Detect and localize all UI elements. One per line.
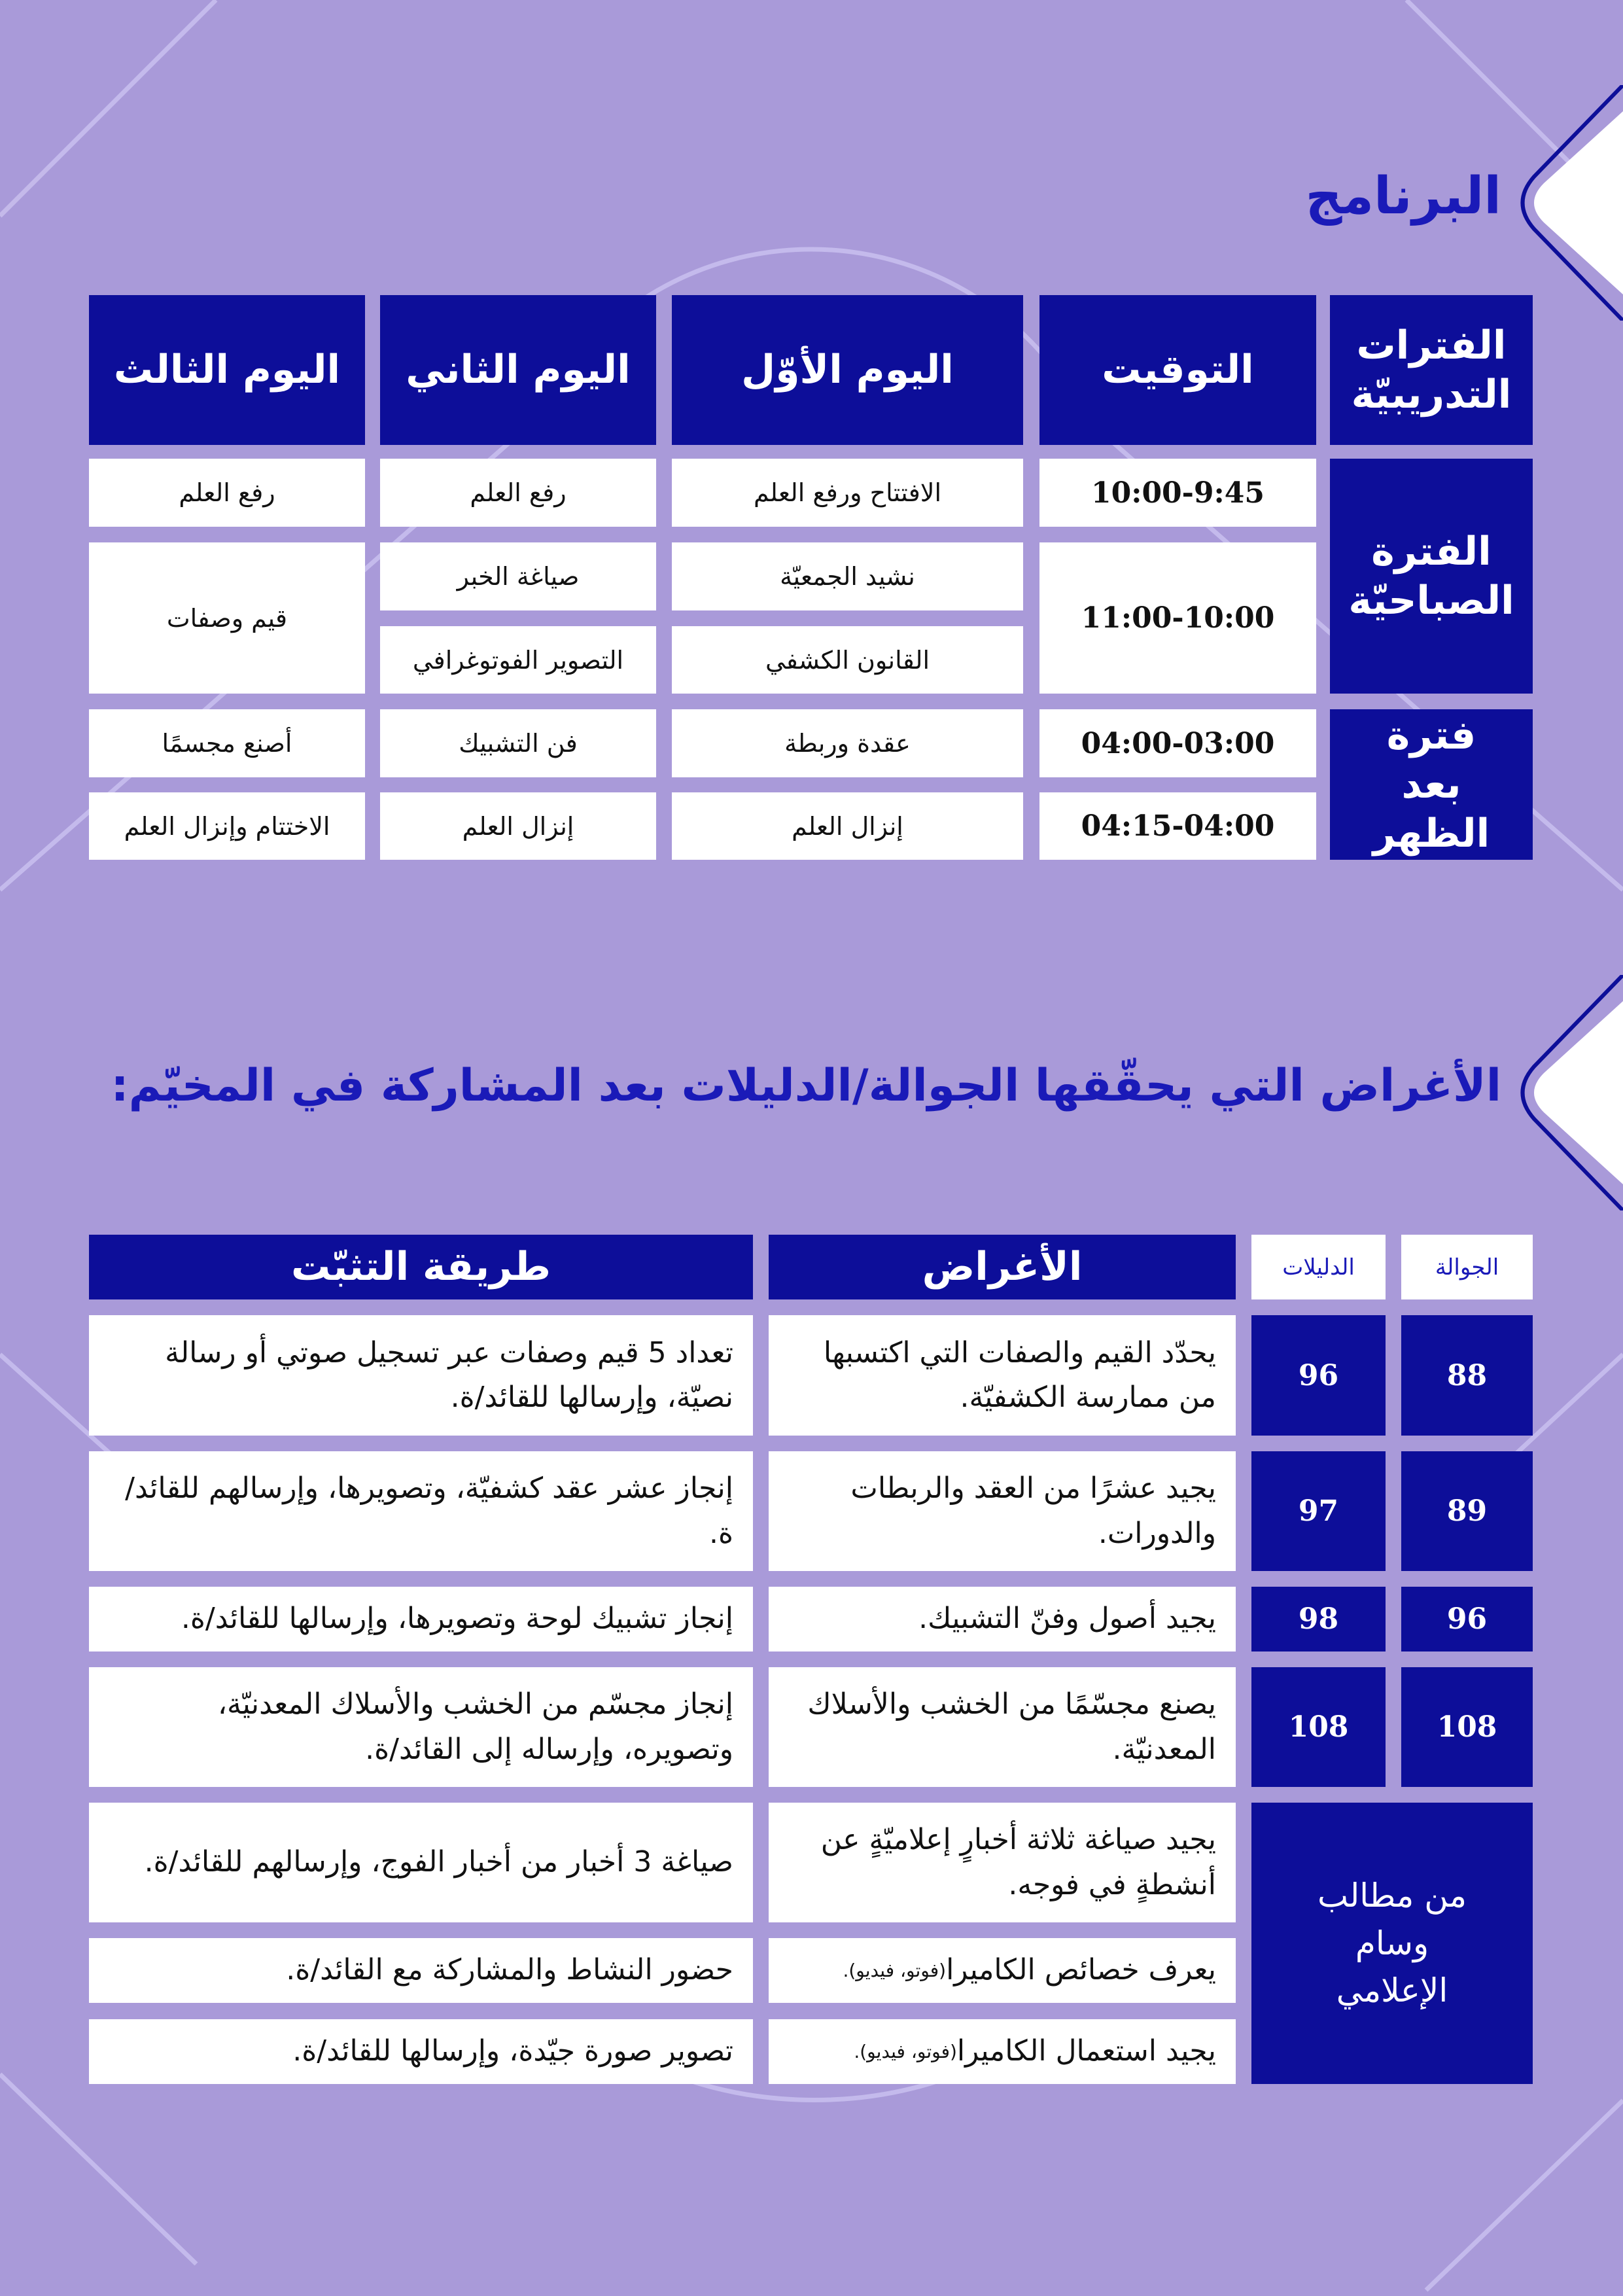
media-row3-objective	[769, 2019, 1236, 2084]
row1-method: تعداد 5 قيم وصفات عبر تسجيل صوتي أو رسالة نصيّة، وإرسالها للقائد/ة.	[89, 1315, 753, 1436]
section-marker-icon	[1505, 85, 1623, 321]
row4-method: إنجاز مجسّم من الخشب والأسلاك المعدنيّة، وتصويره، وإرساله إلى القائد/ة.	[89, 1667, 753, 1787]
header-day1: اليوم الأوّل	[672, 295, 1023, 445]
morning-day1-1: الافتتاح ورفع العلم	[672, 459, 1023, 527]
section-marker-icon	[1505, 975, 1623, 1210]
morning-day2-2: صياغة الخبر	[380, 542, 656, 610]
morning-day3-1: رفع العلم	[89, 459, 365, 527]
header-periods: الفترات التدريبيّة	[1330, 295, 1533, 445]
morning-time-1: 10:00-9:45	[1039, 459, 1316, 527]
media-badge-label: من مطالب وسام الإعلامي	[1251, 1803, 1533, 2084]
afternoon-day1-2: إنزال العلم	[672, 792, 1023, 860]
row3-rovers: 96	[1401, 1587, 1533, 1651]
media-row1-method: صياغة 3 أخبار من أخبار الفوج، وإرسالهم للقائد/ة.	[89, 1803, 753, 1922]
header-rovers: الجوالة	[1401, 1235, 1533, 1299]
morning-time-2: 11:00-10:00	[1039, 542, 1316, 694]
afternoon-day1-1: عقدة وربطة	[672, 709, 1023, 777]
media-row2-objective-text: يعرف خصائص الكاميرا	[946, 1953, 1216, 1987]
afternoon-time-2: 04:15-04:00	[1039, 792, 1316, 860]
morning-day1-2: نشيد الجمعيّة	[672, 542, 1023, 610]
row2-guides: 97	[1251, 1451, 1386, 1571]
row2-objective: يجيد عشرًا من العقد والربطات والدورات.	[769, 1451, 1236, 1571]
row1-guides: 96	[1251, 1315, 1386, 1436]
program-title: البرنامج	[1305, 167, 1501, 226]
header-objective: الأغراض	[769, 1235, 1236, 1299]
row3-method: إنجاز تشبيك لوحة وتصويرها، وإرسالها للقائد/ة.	[89, 1587, 753, 1651]
header-day3: اليوم الثالث	[89, 295, 365, 445]
afternoon-day2-2: إنزال العلم	[380, 792, 656, 860]
row3-guides: 98	[1251, 1587, 1386, 1651]
media-row1-objective: يجيد صياغة ثلاثة أخبارٍ إعلاميّةٍ عن أنشطةٍ في فوجه.	[769, 1803, 1236, 1922]
row4-guides: 108	[1251, 1667, 1386, 1787]
media-row3-objective-note: (فوتو، فيديو).	[854, 2040, 957, 2062]
header-day2: اليوم الثاني	[380, 295, 656, 445]
row4-rovers: 108	[1401, 1667, 1533, 1787]
media-row3-objective-text: يجيد استعمال الكاميرا	[956, 2034, 1216, 2068]
morning-day2-1: رفع العلم	[380, 459, 656, 527]
objectives-title: الأغراض التي يحقّقها الجوالة/الدليلات بعد المشاركة في المخيّم:	[111, 1060, 1501, 1112]
morning-day3-2: قيم وصفات	[89, 542, 365, 694]
morning-day1-3: القانون الكشفي	[672, 626, 1023, 694]
header-guides: الدليلات	[1251, 1235, 1386, 1299]
row1-rovers: 88	[1401, 1315, 1533, 1436]
row1-objective: يحدّد القيم والصفات التي اكتسبها من ممارسة الكشفيّة.	[769, 1315, 1236, 1436]
row2-method: إنجاز عشر عقد كشفيّة، وتصويرها، وإرسالهم للقائد/ة.	[89, 1451, 753, 1571]
row4-objective: يصنع مجسّمًا من الخشب والأسلاك المعدنيّة.	[769, 1667, 1236, 1787]
media-row2-method: حضور النشاط والمشاركة مع القائد/ة.	[89, 1938, 753, 2003]
header-method: طريقة التثبّت	[89, 1235, 753, 1299]
afternoon-day2-1: فن التشبيك	[380, 709, 656, 777]
afternoon-day3-2: الاختتام وإنزال العلم	[89, 792, 365, 860]
header-timing: التوقيت	[1039, 295, 1316, 445]
afternoon-period-label: فترة بعد الظهر	[1330, 709, 1533, 860]
media-row3-method: تصوير صورة جيّدة، وإرسالها للقائد/ة.	[89, 2019, 753, 2084]
row3-objective: يجيد أصول وفنّ التشبيك.	[769, 1587, 1236, 1651]
morning-day2-3: التصوير الفوتوغرافي	[380, 626, 656, 694]
afternoon-day3-1: أصنع مجسمًا	[89, 709, 365, 777]
afternoon-time-1: 04:00-03:00	[1039, 709, 1316, 777]
media-row2-objective-note: (فوتو، فيديو).	[843, 1959, 947, 1981]
morning-period-label: الفترة الصباحيّة	[1330, 459, 1533, 694]
row2-rovers: 89	[1401, 1451, 1533, 1571]
media-row2-objective	[769, 1938, 1236, 2003]
